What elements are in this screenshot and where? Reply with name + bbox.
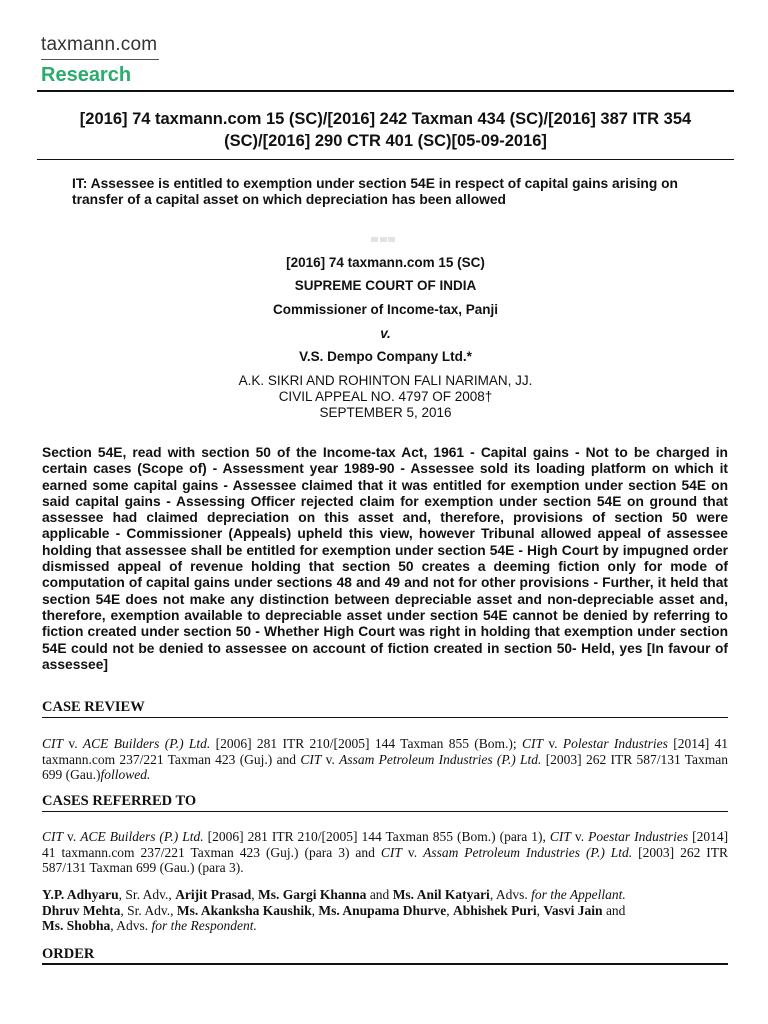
comma: , — [446, 902, 453, 918]
and-word: and — [366, 887, 393, 902]
counsel-title: , Advs. — [110, 918, 152, 934]
cases-referred-rule — [42, 811, 728, 812]
case-cite: [2014] 41 taxmann.com 237/221 Taxman 423 (Guj.) (para 3) and — [42, 829, 729, 860]
case-cite: [2006] 281 ITR 210/[2005] 144 Taxman 855 (Bom.) (para 1), — [207, 829, 546, 844]
counsel-name: Ms. Akanksha Kaushik — [176, 902, 312, 918]
case-cite: [2003] 262 ITR 587/131 Taxman 699 (Gau.) (para 3). — [42, 844, 729, 876]
counsel-title: , Advs. — [489, 887, 532, 902]
for-respondent: for the Respondent. — [151, 918, 257, 934]
and-word: and — [602, 902, 626, 918]
separator-dots — [371, 229, 397, 235]
counsel-name: Y.P. Adhyaru — [42, 887, 119, 902]
court-name: SUPREME COURT OF INDIA — [294, 278, 477, 293]
versus: v. — [325, 751, 335, 767]
case-party: CIT — [42, 736, 64, 751]
respondent-name: V.S. Dempo Company Ltd.* — [299, 349, 472, 364]
versus: v. — [67, 829, 77, 844]
case-cite: [2006] 281 ITR 210/[2005] 144 Taxman 855 (Bom.); — [215, 736, 517, 751]
case-name: Polestar Industries — [562, 736, 668, 751]
case-review-text — [42, 736, 728, 783]
versus: v. — [574, 829, 585, 844]
case-party: CIT — [380, 844, 402, 860]
logo-divider — [41, 59, 159, 60]
case-name: ACE Builders (P.) Ltd. — [82, 736, 211, 751]
counsel-title: , Sr. Adv., — [120, 902, 177, 918]
case-review-rule — [42, 717, 728, 718]
appeal-number: CIVIL APPEAL NO. 4797 OF 2008† — [278, 389, 493, 404]
cases-referred-heading: CASES REFERRED TO — [42, 793, 197, 809]
counsel-name: Dhruv Mehta — [42, 902, 121, 918]
comma: , — [251, 887, 259, 902]
headnote: IT: Assessee is entitled to exemption under section 54E in respect of capital gains arising on transfer of a capital asset on which depreciation has been allowed — [72, 176, 678, 207]
counsel-title: , Sr. Adv., — [118, 887, 176, 902]
counsel-name: Ms. Gargi Khanna — [258, 887, 367, 902]
versus-label: v. — [380, 326, 391, 341]
logo-wordmark: taxmann.com — [41, 34, 158, 55]
case-party: CIT — [42, 829, 64, 844]
versus: v. — [407, 844, 418, 860]
case-cite: [2014] 41 taxmann.com 237/221 Taxman 423 (Guj.) and — [42, 736, 729, 767]
case-citation: [2016] 74 taxmann.com 15 (SC) — [286, 255, 485, 270]
case-name: ACE Builders (P.) Ltd. — [80, 829, 204, 844]
citation-title: [2016] 74 taxmann.com 15 (SC)/[2016] 242 Taxman 434 (SC)/[2016] 387 ITR 354 (SC)/[2016] 290 CTR 401 (SC)[05-09-2016] — [79, 110, 692, 150]
case-summary: Section 54E, read with section 50 of the Income-tax Act, 1961 - Capital gains - Not to be charged in certain cases (Scope of) - Assessment year 1989-90 - Assessee sold its loading platform on which it earned some capital gains - Assessee claimed that it was entitled for exemption under section 54E on said capital gains - Assessing Officer rejected claim for exemption under section 54E on ground that assessee had claimed depreciation on this asset and, therefore, provisions of section 50 were applicable - Commissioner (Appeals) upheld this view, however Tribunal allowed appeal of assessee holding that assessee shall be entitled for exemption under section 54E - High Court by impugned order dismissed appeal of revenue holding that section 50 creates a deeming fiction only for mode of computation of capital gains under sections 48 and 49 and not for other provisions - Further, it held that section 54E does not make any distinction between depreciable asset and non-depreciable asset and, therefore, exemption available to depreciable asset under section 54E cannot be denied by referring to fiction created under section 50 - Whether High Court was right in holding that exemption under section 54E could not be denied to assessee on account of fiction created in section 50- Held, yes [In favour of assessee] — [42, 445, 728, 672]
case-name: Assam Petroleum Industries (P.) Ltd. — [423, 844, 633, 860]
versus: v. — [68, 736, 78, 751]
comma: , — [536, 902, 544, 918]
order-heading: ORDER — [42, 946, 95, 962]
case-cite: [2003] 262 ITR 587/131 Taxman 699 (Gau.) — [42, 751, 729, 783]
counsel-name: Arijit Prasad — [175, 887, 252, 902]
decision-date: SEPTEMBER 5, 2016 — [319, 405, 452, 420]
counsel-name: Vasvi Jain — [543, 902, 603, 918]
counsel-name: Ms. Anupama Dhurve — [318, 902, 447, 918]
for-appellant: for the Appellant. — [531, 887, 626, 902]
header-rule — [37, 90, 734, 92]
followed-label: followed. — [100, 767, 151, 783]
case-party: CIT — [300, 751, 322, 767]
judges: A.K. SIKRI AND ROHINTON FALI NARIMAN, JJ. — [238, 373, 533, 388]
title-rule — [37, 159, 734, 160]
case-review-heading: CASE REVIEW — [42, 699, 145, 715]
cases-referred-text — [42, 829, 728, 876]
case-name: Assam Petroleum Industries (P.) Ltd. — [339, 751, 542, 767]
logo-research-label: Research — [41, 64, 132, 86]
taxmann-logo[interactable] — [41, 34, 159, 87]
counsel-text — [42, 887, 728, 934]
counsel-name: Abhishek Puri — [453, 902, 537, 918]
counsel-name: Ms. Anil Katyari — [392, 887, 490, 902]
counsel-name: Ms. Shobha — [42, 918, 111, 934]
case-party: CIT — [549, 829, 571, 844]
comma: , — [311, 902, 319, 918]
case-name: Poestar Industries — [588, 829, 689, 844]
appellant-name: Commissioner of Income-tax, Panji — [272, 302, 499, 317]
order-rule — [42, 963, 728, 965]
versus: v. — [548, 736, 558, 751]
case-party: CIT — [521, 736, 543, 751]
